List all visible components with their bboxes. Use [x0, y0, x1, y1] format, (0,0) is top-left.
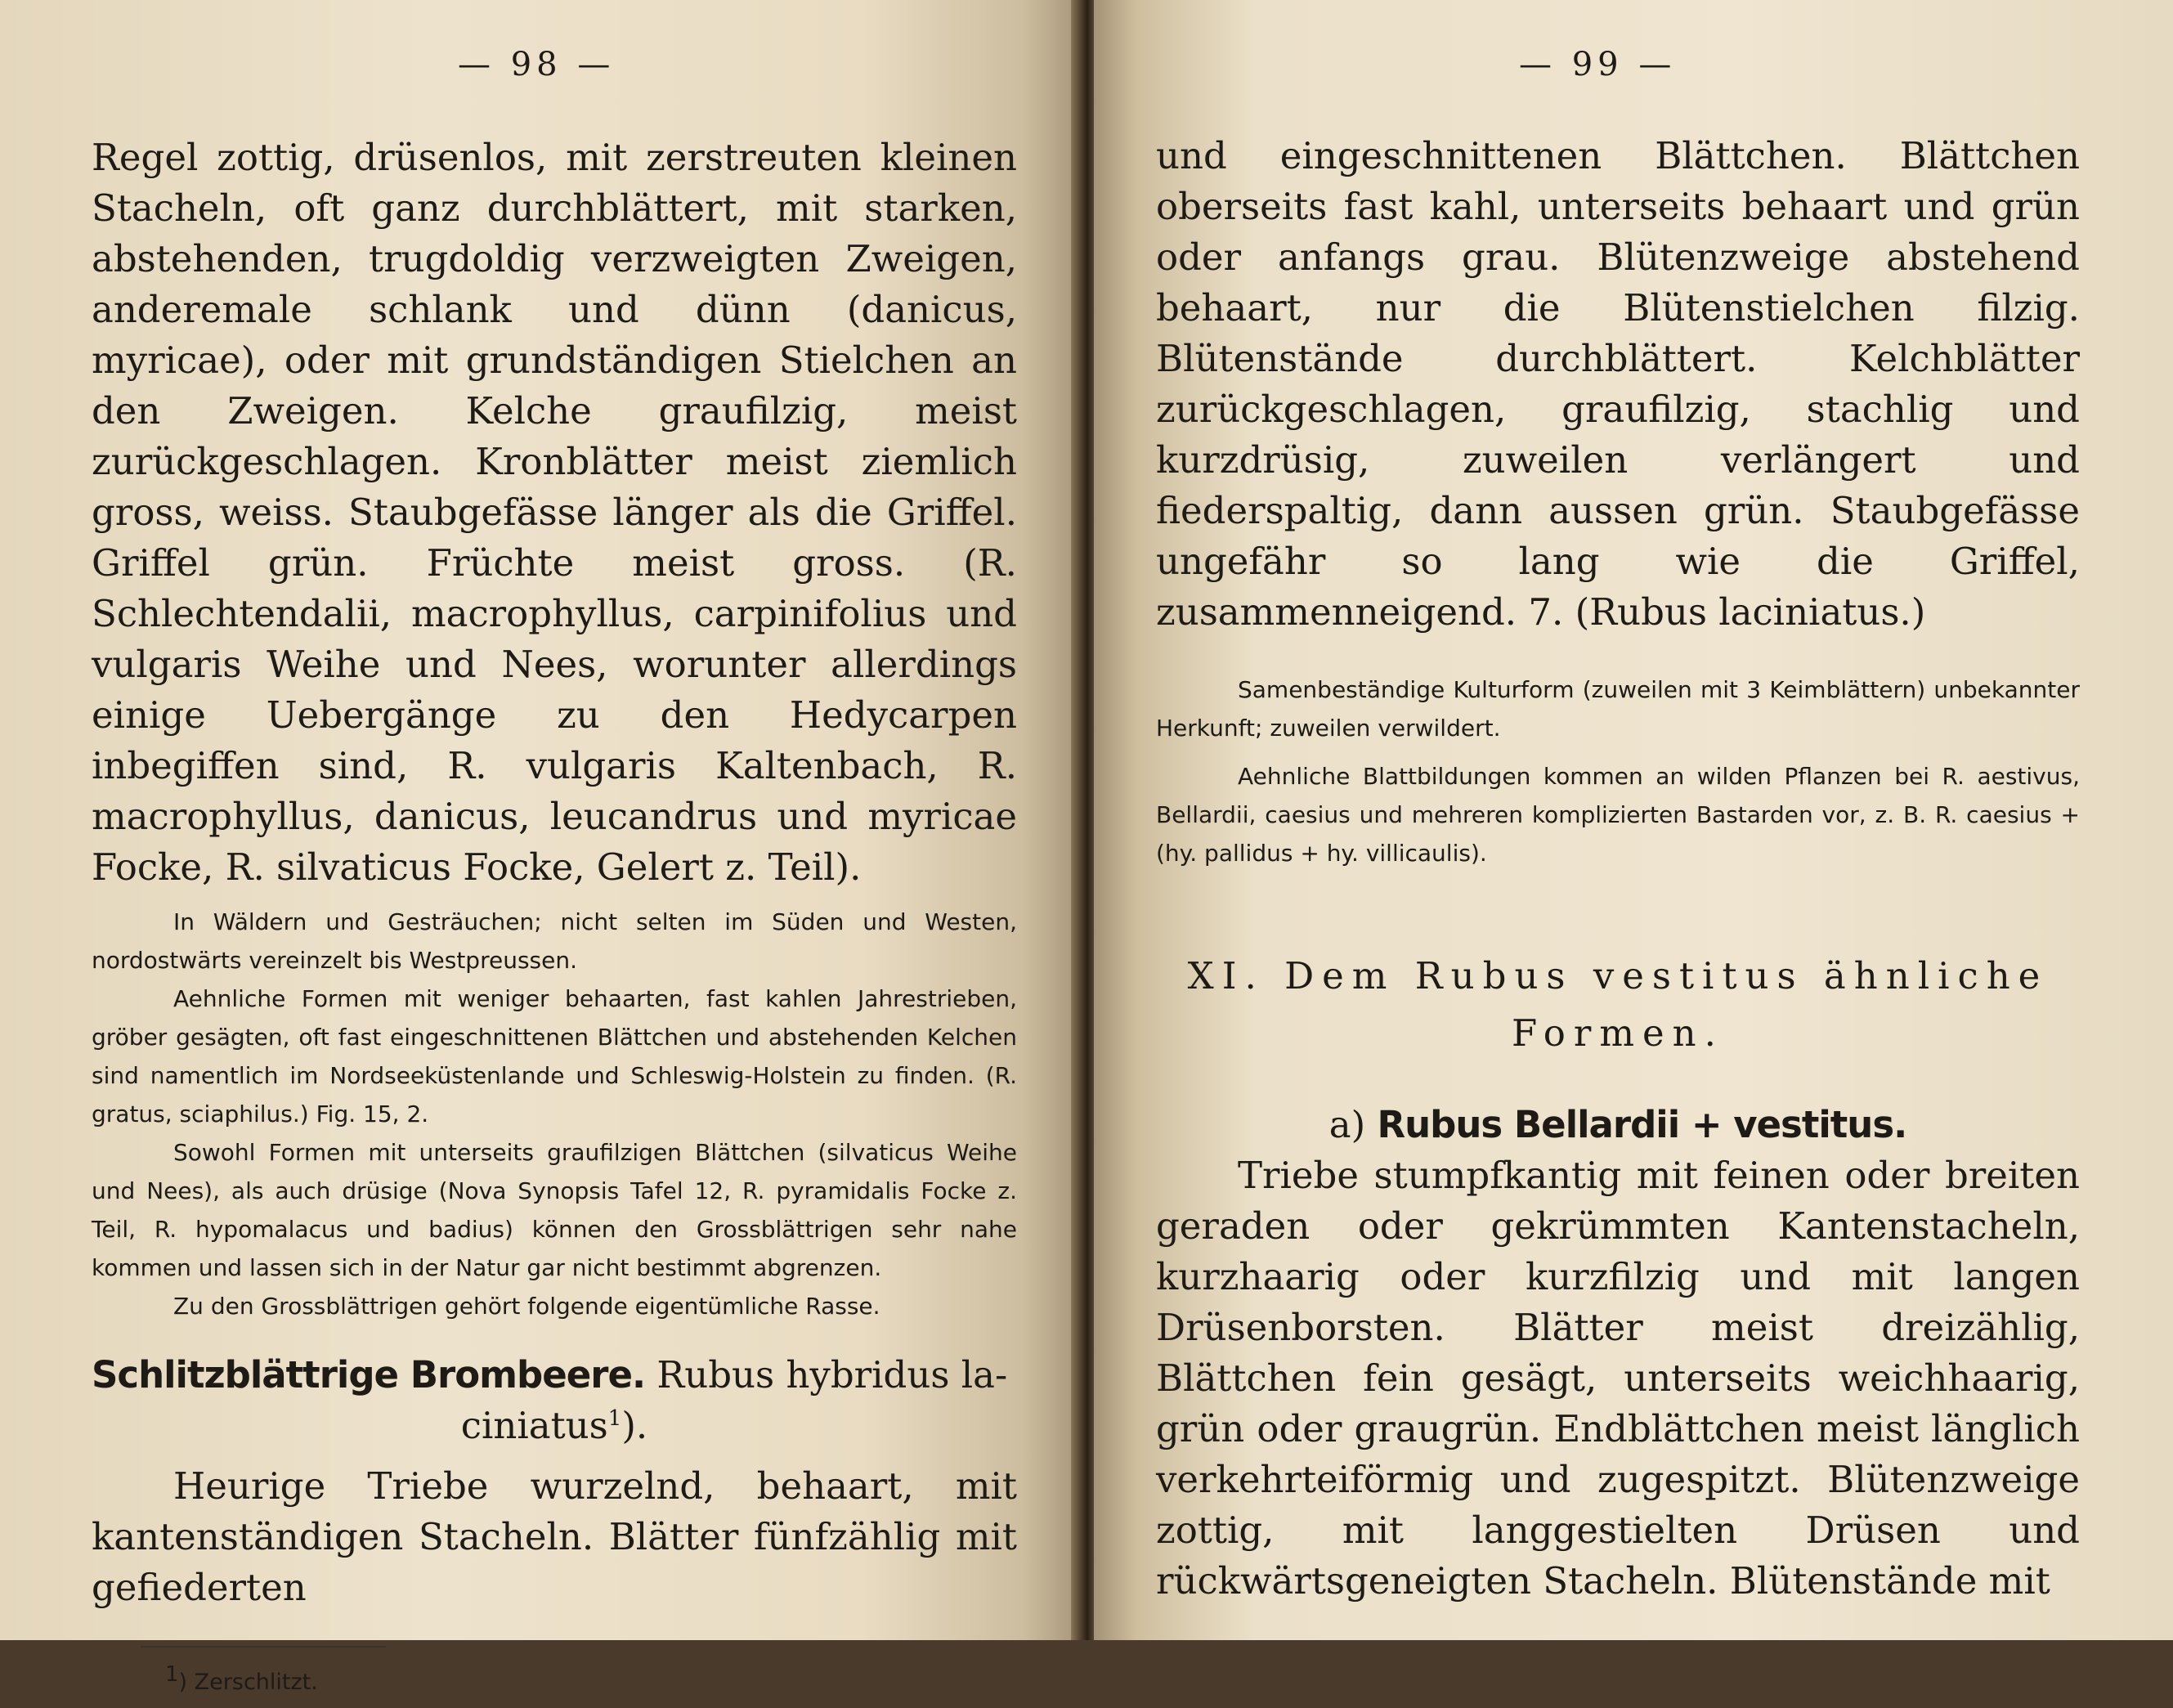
notes-block	[1156, 670, 2080, 872]
body-paragraph: und eingeschnittenen Blättchen. Blättchen oberseits fast kahl, unterseits behaart und grün oder anfangs grau. Blütenzweige abstehend behaart, nur die Blütenstielchen filzig. Blütenstände durchblättert. Kelchblätter zurückgeschlagen, graufilzig, stachlig und kurzdrüsig, zuweilen verlängert und fiederspaltig, dann aussen grün. Staubgefässe ungefähr so lang wie die Griffel, zusammenneigend. 7. (Rubus laciniatus.)	[1156, 134, 2080, 634]
subsection-prefix: a)	[1328, 1103, 1366, 1146]
right-page	[1094, 0, 2173, 1640]
footnote	[165, 1657, 1017, 1708]
left-page	[0, 0, 1078, 1695]
species-heading	[92, 1350, 1017, 1451]
species-latin-name-cont: ciniatus	[460, 1404, 608, 1447]
page-body	[1156, 131, 2080, 1607]
species-common-name: Schlitzblättrige Brombeere.	[92, 1353, 646, 1396]
species-latin-name: Rubus hybridus la-	[656, 1353, 1008, 1396]
page-number: — 99 —	[1519, 46, 1677, 83]
subsection-name: Rubus Bellardii + vestitus.	[1377, 1103, 1907, 1146]
subsection-title	[1156, 1100, 2080, 1150]
footnote-divider	[141, 1646, 386, 1647]
note-paragraph: In Wäldern und Gesträuchen; nicht selten im Süden und Westen, nordostwärts vereinzelt bis Westpreussen.	[92, 908, 1017, 974]
note-paragraph: Samenbeständige Kulturform (zuweilen mit 3 Keimblättern) unbekannter Herkunft; zuweilen verwildert.	[1156, 676, 2080, 742]
note-paragraph: Aehnliche Formen mit weniger behaarten, fast kahlen Jahrestrieben, gröber gesägten, oft fast eingeschnittenen Blättchen und abstehenden Kelchen sind namentlich im Nordseeküstenlande und Schleswig-Holstein zu finden. (R. gratus, sciaphilus.) Fig. 15, 2.	[92, 985, 1017, 1127]
note-paragraph: Aehnliche Blattbildungen kommen an wilden Pflanzen bei R. aestivus, Bellardii, caesius und mehreren komplizierten Bastarden vor, z. B. R. caesius + (hy. pallidus + hy. villicaulis).	[1156, 763, 2080, 867]
body-paragraph: Regel zottig, drüsenlos, mit zerstreuten kleinen Stacheln, oft ganz durchblättert, mit starken, abstehenden, trugdoldig verzweigten Zweigen, anderemale schlank und dünn (danicus, myricae), oder mit grundständigen Stielchen an den Zweigen. Kelche graufilzig, meist zurückgeschlagen. Kronblätter meist ziemlich gross, weiss. Staubgefässe länger als die Griffel. Griffel grün. Früchte meist gross. (R. Schlechtendalii, macrophyllus, carpinifolius und vulgaris Weihe und Nees, worunter allerdings einige Uebergänge zu den Hedycarpen inbegiffen sind, R. vulgaris Kaltenbach, R. macrophyllus, danicus, leucandrus und myricae Focke, R. silvaticus Focke, Gelert z. Teil).	[92, 136, 1017, 889]
species-description: Heurige Triebe wurzelnd, behaart, mit kantenständigen Stacheln. Blätter fünfzählig mit gefiederten	[92, 1464, 1017, 1609]
footnote-mark: 1	[165, 1662, 179, 1687]
species-description: Triebe stumpfkantig mit feinen oder breiten geraden oder gekrümmten Kantenstacheln, kurzhaarig oder kurzfilzig und mit langen Drüsenborsten. Blätter meist dreizählig, Blättchen fein gesägt, unterseits weichhaarig, grün oder graugrün. Endblättchen meist länglich verkehrteiförmig und zugespitzt. Blütenzweige zottig, mit langgestielten Drüsen und rückwärtsgeneigten Stacheln. Blütenstände mit	[1156, 1154, 2080, 1603]
species-heading-end: ).	[621, 1404, 648, 1447]
page-body	[92, 132, 1017, 1708]
notes-block	[92, 903, 1017, 1325]
note-paragraph: Zu den Grossblättrigen gehört folgende eigentümliche Rasse.	[173, 1293, 880, 1320]
page-number: — 98 —	[458, 46, 616, 83]
section-title: XI. Dem Rubus vestitus ähnliche Formen.	[1187, 954, 2049, 1055]
note-paragraph: Sowohl Formen mit unterseits graufilzigen Blättchen (silvaticus Weihe und Nees), als auch drüsige (Nova Synopsis Tafel 12, R. pyramidalis Focke z. Teil, R. hypomalacus und badius) können den Grossblättrigen sehr nahe kommen und lassen sich in der Natur gar nicht bestimmt abgrenzen.	[92, 1139, 1017, 1281]
footnote-text: ) Zerschlitzt.	[178, 1670, 318, 1695]
footnote-reference: 1	[607, 1406, 622, 1431]
